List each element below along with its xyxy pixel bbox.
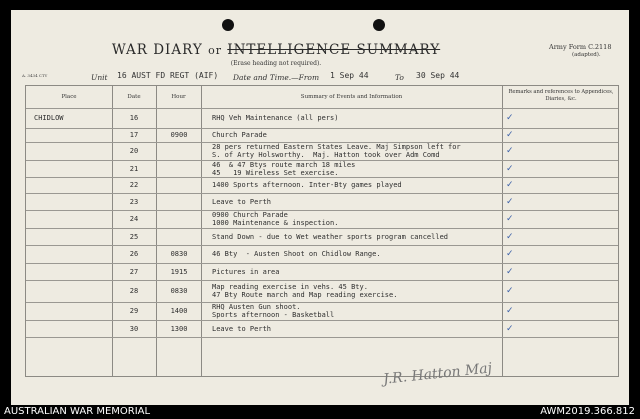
title-or: or bbox=[208, 44, 222, 57]
title-intelligence-summary: INTELLIGENCE SUMMARY bbox=[227, 42, 441, 58]
checked-tick-icon: ✓ bbox=[506, 146, 514, 156]
col-divider-remarks bbox=[502, 86, 503, 376]
entry-date: 23 bbox=[129, 198, 139, 206]
entry-summary: Pictures in area bbox=[212, 268, 280, 276]
footer-accession-number: AWM2019.366.812 bbox=[540, 406, 635, 417]
checked-tick-icon: ✓ bbox=[506, 130, 514, 140]
checked-tick-icon: ✓ bbox=[506, 164, 514, 174]
entry-date: 17 bbox=[129, 131, 139, 139]
from-date-value: 1 Sep 44 bbox=[330, 71, 369, 80]
entry-date: 26 bbox=[129, 250, 139, 258]
checked-tick-icon: ✓ bbox=[506, 197, 514, 207]
row-divider bbox=[26, 193, 618, 194]
col-header-remarks: Remarks and references to Appendices, Diaries, &c. bbox=[508, 89, 614, 102]
footer-credit: AUSTRALIAN WAR MEMORIAL bbox=[4, 406, 151, 417]
unit-value: 16 AUST FD REGT (AIF) bbox=[117, 71, 219, 80]
to-label: To bbox=[395, 73, 404, 82]
unit-label: Unit bbox=[91, 73, 108, 82]
col-header-date: Date bbox=[127, 94, 141, 100]
entry-date: 16 bbox=[129, 114, 139, 122]
entry-hour: 1300 bbox=[170, 325, 188, 333]
entry-date: 27 bbox=[129, 268, 139, 276]
header-divider bbox=[26, 108, 618, 109]
entry-hour: 0830 bbox=[170, 250, 188, 258]
entry-hour: 1915 bbox=[170, 268, 188, 276]
checked-tick-icon: ✓ bbox=[506, 232, 514, 242]
entry-summary: RHQ Veh Maintenance (all pers) bbox=[212, 114, 339, 122]
entry-summary: Leave to Perth bbox=[212, 198, 272, 206]
entry-summary: Church Parade bbox=[212, 131, 267, 139]
col-header-place: Place bbox=[61, 94, 77, 100]
row-divider bbox=[26, 228, 618, 229]
form-title bbox=[11, 42, 541, 58]
entry-date: 28 bbox=[129, 287, 139, 295]
checked-tick-icon: ✓ bbox=[506, 306, 514, 316]
datetime-label: Date and Time.—From bbox=[233, 73, 320, 82]
entry-summary: Leave to Perth bbox=[212, 325, 272, 333]
row-divider bbox=[26, 337, 618, 338]
row-divider bbox=[26, 245, 618, 246]
entry-summary: Map reading exercise in vehs. 45 Bty. 47 Bty Route march and Map reading exercise. bbox=[212, 283, 398, 299]
checked-tick-icon: ✓ bbox=[506, 214, 514, 224]
entry-summary: 46 & 47 Btys route march 18 miles 45 19 Wireless Set exercise. bbox=[212, 161, 356, 177]
checked-tick-icon: ✓ bbox=[506, 113, 514, 123]
entry-date: 24 bbox=[129, 215, 139, 223]
punch-hole-right bbox=[373, 19, 385, 31]
entry-summary: Stand Down - due to Wet weather sports program cancelled bbox=[212, 233, 449, 241]
punch-hole-left bbox=[222, 19, 234, 31]
row-divider bbox=[26, 263, 618, 264]
row-divider bbox=[26, 177, 618, 178]
commander-signature: J.R. Hatton Maj bbox=[382, 360, 493, 388]
checked-tick-icon: ✓ bbox=[506, 267, 514, 277]
entry-date: 20 bbox=[129, 147, 139, 155]
entry-hour: 1400 bbox=[170, 307, 188, 315]
row-divider bbox=[26, 128, 618, 129]
entry-summary: 1400 Sports afternoon. Inter-Bty games played bbox=[212, 181, 402, 189]
entry-hour: 0900 bbox=[170, 131, 188, 139]
row-divider bbox=[26, 280, 618, 281]
entry-place: CHIDLOW bbox=[34, 114, 64, 122]
diary-table bbox=[25, 85, 619, 377]
entry-summary: 28 pers returned Eastern States Leave. Maj Simpson left for S. of Arty Holsworthy. Maj. Hatton took over Adm Comd bbox=[212, 143, 461, 159]
entry-summary: 46 Bty - Austen Shoot on Chidlow Range. bbox=[212, 250, 381, 258]
army-form-adapted: (adapted). bbox=[572, 52, 601, 58]
title-war-diary: WAR DIARY bbox=[111, 42, 203, 58]
entry-date: 21 bbox=[129, 165, 139, 173]
entry-date: 29 bbox=[129, 307, 139, 315]
printer-code: A. 3434 CTY bbox=[22, 73, 48, 78]
entry-date: 22 bbox=[129, 181, 139, 189]
col-header-summary: Summary of Events and Information bbox=[300, 94, 403, 100]
diary-sheet bbox=[11, 10, 629, 405]
entry-date: 25 bbox=[129, 233, 139, 241]
checked-tick-icon: ✓ bbox=[506, 180, 514, 190]
entry-summary: 0900 Church Parade 1000 Maintenance & inspection. bbox=[212, 211, 339, 227]
to-date-value: 30 Sep 44 bbox=[416, 71, 460, 80]
col-divider-summary bbox=[201, 86, 202, 376]
entry-summary: RHQ Austen Gun shoot. Sports afternoon - Basketball bbox=[212, 303, 335, 319]
army-form-number: Army Form C.2118 bbox=[549, 43, 612, 51]
checked-tick-icon: ✓ bbox=[506, 286, 514, 296]
col-header-hour: Hour bbox=[171, 94, 186, 100]
row-divider bbox=[26, 320, 618, 321]
entry-date: 30 bbox=[129, 325, 139, 333]
entry-hour: 0830 bbox=[170, 287, 188, 295]
checked-tick-icon: ✓ bbox=[506, 249, 514, 259]
checked-tick-icon: ✓ bbox=[506, 324, 514, 334]
form-subtitle: (Erase heading not required). bbox=[230, 60, 322, 67]
